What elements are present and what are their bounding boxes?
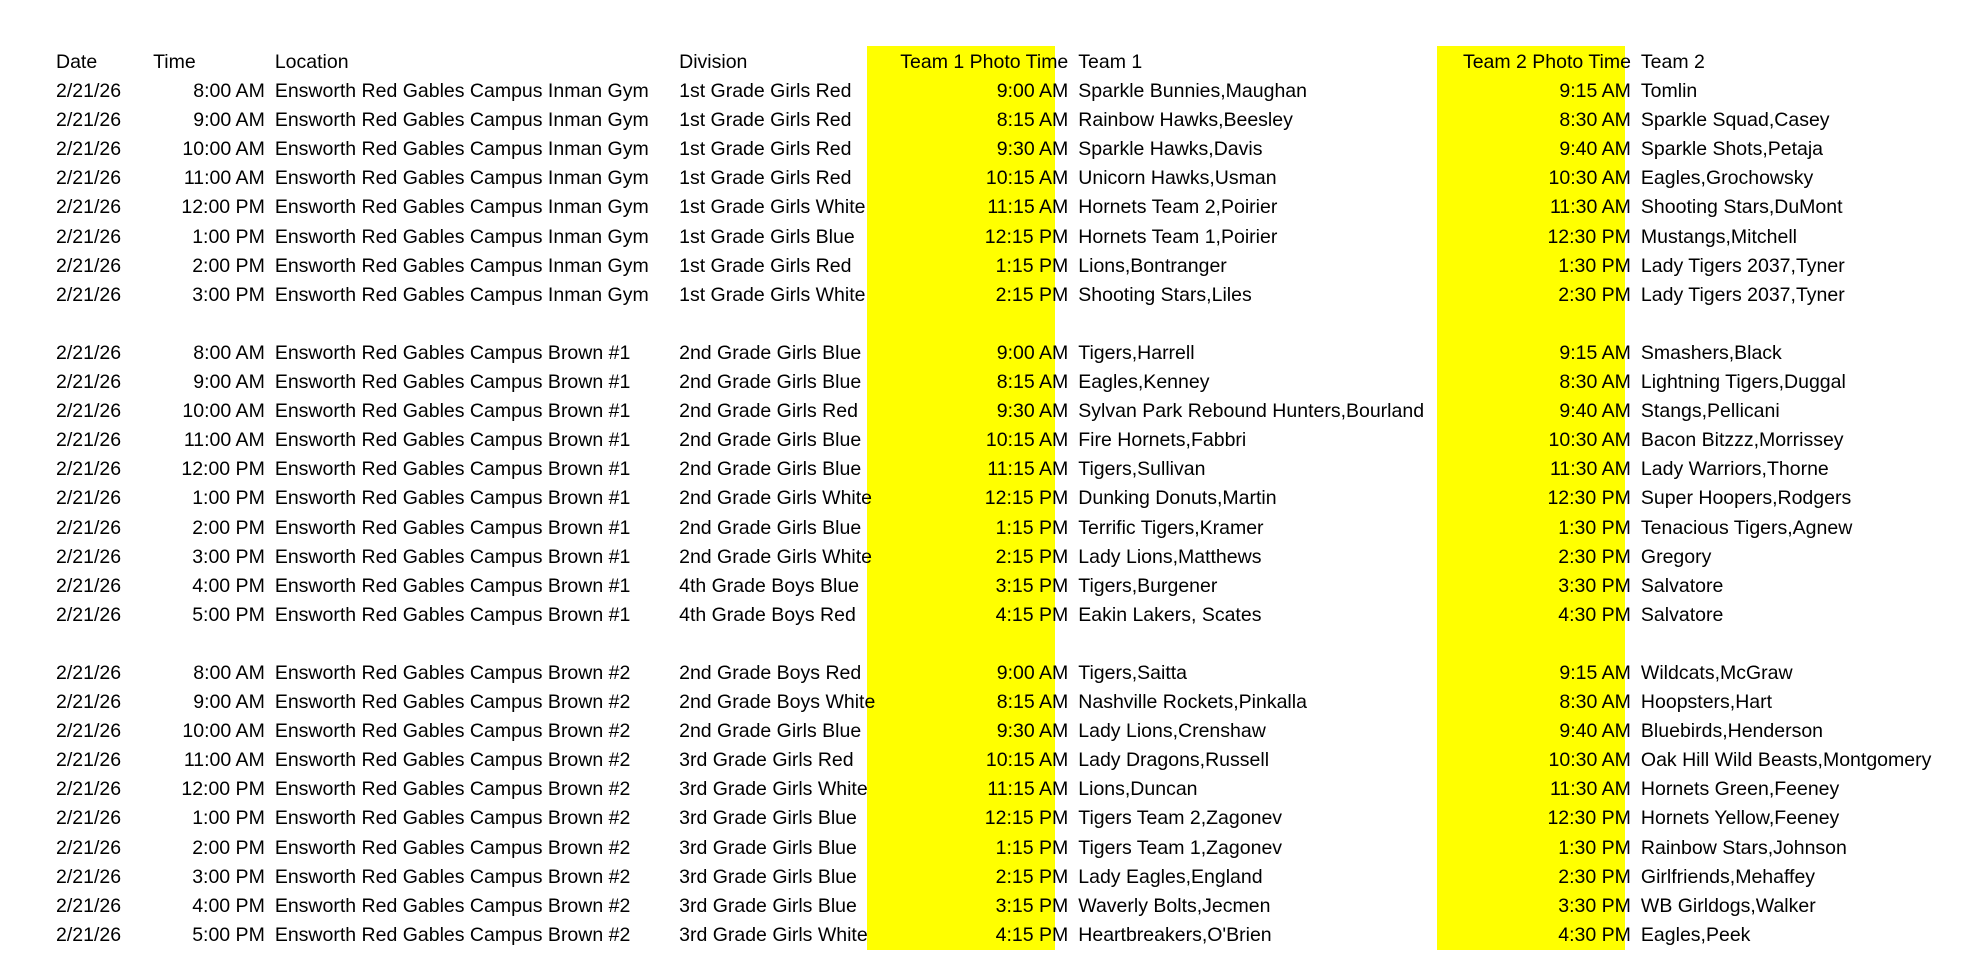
cell-division: 1st Grade Girls Red: [679, 254, 852, 277]
cell-team1-photo-time: 11:15 AM: [987, 458, 1069, 481]
cell-team2-photo-time: 9:15 AM: [1559, 341, 1631, 364]
cell-team2: Eagles,Peek: [1640, 923, 1751, 946]
cell-date: 2/21/26: [56, 283, 122, 306]
cell-location: Ensworth Red Gables Campus Inman Gym: [274, 283, 649, 306]
cell-team1-photo-time: 9:00 AM: [996, 341, 1069, 364]
cell-team1-photo-time: 9:30 AM: [996, 720, 1069, 743]
cell-team2: Bacon Bitzzz,Morrissey: [1640, 429, 1844, 452]
cell-team2-photo-time: 4:30 PM: [1558, 923, 1631, 946]
cell-team1: Waverly Bolts,Jecmen: [1078, 894, 1271, 917]
cell-team2-photo-time: 3:30 PM: [1558, 894, 1631, 917]
cell-location: Ensworth Red Gables Campus Brown #1: [274, 400, 631, 423]
cell-date: 2/21/26: [56, 923, 122, 946]
cell-team1: Tigers Team 1,Zagonev: [1078, 836, 1283, 859]
table-row: [0, 863, 1963, 892]
cell-division: 3rd Grade Girls White: [679, 923, 868, 946]
cell-team1-photo-time: 12:15 PM: [984, 487, 1069, 510]
table-row: [0, 193, 1963, 222]
cell-division: 2nd Grade Boys Red: [679, 661, 862, 684]
cell-time: 1:00 PM: [192, 487, 265, 510]
cell-date: 2/21/26: [56, 661, 122, 684]
cell-location: Ensworth Red Gables Campus Brown #1: [274, 341, 631, 364]
cell-team1: Heartbreakers,O'Brien: [1078, 923, 1272, 946]
cell-division: 2nd Grade Girls Blue: [679, 429, 862, 452]
cell-team2: Lady Tigers 2037,Tyner: [1640, 283, 1845, 306]
cell-team2-photo-time: 11:30 AM: [1549, 458, 1631, 481]
cell-division: 2nd Grade Girls Blue: [679, 341, 862, 364]
cell-location: Ensworth Red Gables Campus Brown #2: [274, 661, 631, 684]
cell-team2-photo-time: 9:15 AM: [1559, 661, 1631, 684]
cell-team1-photo-time: 4:15 PM: [995, 923, 1069, 946]
cell-team1-photo-time: 10:15 AM: [985, 167, 1069, 190]
cell-time: 4:00 PM: [192, 574, 265, 597]
cell-team2-photo-time: 9:40 AM: [1559, 720, 1631, 743]
cell-team2-photo-time: 2:30 PM: [1558, 545, 1631, 568]
cell-date: 2/21/26: [56, 865, 122, 888]
table-row: [0, 659, 1963, 688]
cell-team2: Wildcats,McGraw: [1640, 661, 1793, 684]
cell-location: Ensworth Red Gables Campus Inman Gym: [274, 80, 649, 103]
table-row: [0, 892, 1963, 921]
cell-team1-photo-time: 9:30 AM: [996, 400, 1069, 423]
table-row: [0, 688, 1963, 717]
cell-time: 3:00 PM: [192, 545, 265, 568]
cell-division: 2nd Grade Girls Blue: [679, 371, 862, 394]
cell-location: Ensworth Red Gables Campus Brown #2: [274, 836, 631, 859]
cell-team1: Lions,Duncan: [1078, 778, 1198, 801]
cell-team2: Tenacious Tigers,Agnew: [1640, 516, 1853, 539]
cell-team2: Hornets Green,Feeney: [1640, 778, 1840, 801]
cell-team2: Eagles,Grochowsky: [1640, 167, 1814, 190]
cell-location: Ensworth Red Gables Campus Brown #2: [274, 894, 631, 917]
cell-team1: Lady Eagles,England: [1078, 865, 1263, 888]
cell-team1: Lady Lions,Crenshaw: [1078, 720, 1266, 743]
cell-location: Ensworth Red Gables Campus Brown #2: [274, 691, 631, 714]
cell-team1: Shooting Stars,Liles: [1078, 283, 1252, 306]
cell-division: 1st Grade Girls White: [679, 196, 866, 219]
cell-division: 2nd Grade Girls Blue: [679, 720, 862, 743]
cell-time: 3:00 PM: [192, 283, 265, 306]
cell-team1-photo-time: 8:15 AM: [996, 691, 1069, 714]
cell-division: 3rd Grade Girls Blue: [679, 894, 857, 917]
cell-team2: Sparkle Squad,Casey: [1640, 109, 1830, 132]
cell-date: 2/21/26: [56, 749, 122, 772]
cell-location: Ensworth Red Gables Campus Inman Gym: [274, 254, 649, 277]
cell-team2-photo-time: 10:30 AM: [1548, 167, 1631, 190]
cell-time: 2:00 PM: [192, 516, 265, 539]
cell-team2-photo-time: 1:30 PM: [1558, 254, 1631, 277]
cell-team1: Nashville Rockets,Pinkalla: [1078, 691, 1307, 714]
cell-date: 2/21/26: [56, 225, 122, 248]
cell-time: 10:00 AM: [182, 400, 265, 423]
table-row: [0, 397, 1963, 426]
cell-team1: Tigers,Saitta: [1078, 661, 1188, 684]
cell-division: 3rd Grade Girls Red: [679, 749, 854, 772]
cell-team1-photo-time: 10:15 AM: [985, 749, 1069, 772]
cell-team2-photo-time: 12:30 PM: [1547, 807, 1631, 830]
table-row: [0, 252, 1963, 281]
cell-team2-photo-time: 3:30 PM: [1558, 574, 1631, 597]
cell-time: 8:00 AM: [193, 341, 265, 364]
table-row: [0, 601, 1963, 630]
cell-time: 12:00 PM: [181, 778, 265, 801]
cell-division: 3rd Grade Girls White: [679, 778, 868, 801]
cell-time: 2:00 PM: [192, 836, 265, 859]
cell-team2-photo-time: 11:30 AM: [1549, 196, 1631, 219]
cell-team1-photo-time: 2:15 PM: [995, 865, 1069, 888]
cell-location: Ensworth Red Gables Campus Brown #2: [274, 778, 631, 801]
cell-date: 2/21/26: [56, 574, 122, 597]
cell-division: 1st Grade Girls White: [679, 283, 866, 306]
header-team2-photo-time: Team 2 Photo Time: [1462, 51, 1631, 73]
cell-division: 1st Grade Girls Red: [679, 138, 852, 161]
cell-team2-photo-time: 8:30 AM: [1559, 371, 1631, 394]
cell-team2-photo-time: 8:30 AM: [1559, 691, 1631, 714]
cell-team1-photo-time: 1:15 PM: [995, 516, 1069, 539]
table-row: [0, 135, 1963, 164]
cell-team1-photo-time: 12:15 PM: [984, 225, 1069, 248]
cell-location: Ensworth Red Gables Campus Brown #1: [274, 603, 631, 626]
cell-location: Ensworth Red Gables Campus Brown #2: [274, 923, 631, 946]
table-row: [0, 164, 1963, 193]
cell-division: 1st Grade Girls Red: [679, 109, 852, 132]
cell-team2-photo-time: 1:30 PM: [1558, 516, 1631, 539]
cell-team2: Super Hoopers,Rodgers: [1640, 487, 1852, 510]
cell-time: 11:00 AM: [183, 429, 265, 452]
cell-date: 2/21/26: [56, 400, 122, 423]
cell-team1: Sparkle Hawks,Davis: [1078, 138, 1263, 161]
table-row: [0, 717, 1963, 746]
group-spacer-row: [0, 310, 1963, 339]
cell-location: Ensworth Red Gables Campus Brown #1: [274, 371, 631, 394]
spacer-cell: [0, 630, 1963, 659]
cell-team1: Tigers Team 2,Zagonev: [1078, 807, 1283, 830]
cell-date: 2/21/26: [56, 894, 122, 917]
cell-date: 2/21/26: [56, 138, 122, 161]
header-location: Location: [274, 51, 349, 73]
cell-team2: Sparkle Shots,Petaja: [1640, 138, 1824, 161]
cell-division: 3rd Grade Girls Blue: [679, 807, 857, 830]
spacer-cell: [0, 310, 1963, 339]
cell-team1-photo-time: 3:15 PM: [995, 574, 1069, 597]
cell-time: 10:00 AM: [182, 138, 265, 161]
cell-team2-photo-time: 2:30 PM: [1558, 283, 1631, 306]
cell-location: Ensworth Red Gables Campus Brown #1: [274, 545, 631, 568]
cell-team1-photo-time: 9:00 AM: [996, 661, 1069, 684]
cell-location: Ensworth Red Gables Campus Brown #1: [274, 487, 631, 510]
cell-date: 2/21/26: [56, 720, 122, 743]
cell-date: 2/21/26: [56, 109, 122, 132]
table-row: [0, 572, 1963, 601]
cell-date: 2/21/26: [56, 807, 122, 830]
cell-time: 12:00 PM: [181, 458, 265, 481]
cell-team2: Bluebirds,Henderson: [1640, 720, 1824, 743]
cell-team1: Rainbow Hawks,Beesley: [1078, 109, 1293, 132]
cell-team2-photo-time: 8:30 AM: [1559, 109, 1631, 132]
cell-time: 9:00 AM: [193, 371, 265, 394]
cell-team2: WB Girldogs,Walker: [1640, 894, 1816, 917]
cell-team1: Lions,Bontranger: [1078, 254, 1227, 277]
table-row: [0, 106, 1963, 135]
cell-date: 2/21/26: [56, 429, 122, 452]
cell-team1-photo-time: 9:00 AM: [996, 80, 1069, 103]
cell-date: 2/21/26: [56, 254, 122, 277]
cell-team2-photo-time: 10:30 AM: [1548, 429, 1631, 452]
table-row: [0, 834, 1963, 863]
cell-time: 11:00 AM: [183, 749, 265, 772]
cell-team2-photo-time: 4:30 PM: [1558, 603, 1631, 626]
cell-division: 2nd Grade Girls Blue: [679, 458, 862, 481]
table-row: [0, 77, 1963, 106]
cell-team1: Lady Dragons,Russell: [1078, 749, 1270, 772]
cell-team1-photo-time: 3:15 PM: [995, 894, 1069, 917]
cell-team1: Dunking Donuts,Martin: [1078, 487, 1277, 510]
cell-date: 2/21/26: [56, 603, 122, 626]
table-row: [0, 368, 1963, 397]
cell-location: Ensworth Red Gables Campus Brown #2: [274, 807, 631, 830]
cell-team1-photo-time: 10:15 AM: [985, 429, 1069, 452]
table-row: [0, 543, 1963, 572]
cell-team1: Terrific Tigers,Kramer: [1078, 516, 1264, 539]
header-row: [0, 48, 1963, 77]
cell-division: 4th Grade Boys Blue: [679, 574, 860, 597]
cell-team2-photo-time: 2:30 PM: [1558, 865, 1631, 888]
cell-team2-photo-time: 9:15 AM: [1559, 80, 1631, 103]
cell-team1-photo-time: 1:15 PM: [995, 836, 1069, 859]
group-spacer-row: [0, 630, 1963, 659]
cell-team2: Girlfriends,Mehaffey: [1640, 865, 1816, 888]
cell-time: 5:00 PM: [192, 923, 265, 946]
cell-team1-photo-time: 11:15 AM: [987, 196, 1069, 219]
header-team1: Team 1: [1078, 51, 1143, 73]
cell-division: 2nd Grade Boys White: [679, 691, 876, 714]
cell-division: 2nd Grade Girls Blue: [679, 516, 862, 539]
cell-team2: Smashers,Black: [1640, 341, 1782, 364]
table-row: [0, 921, 1963, 950]
cell-date: 2/21/26: [56, 196, 122, 219]
cell-location: Ensworth Red Gables Campus Brown #2: [274, 720, 631, 743]
cell-date: 2/21/26: [56, 487, 122, 510]
cell-division: 1st Grade Girls Red: [679, 167, 852, 190]
cell-team2: Shooting Stars,DuMont: [1640, 196, 1843, 219]
cell-team1: Lady Lions,Matthews: [1078, 545, 1262, 568]
cell-location: Ensworth Red Gables Campus Brown #1: [274, 458, 631, 481]
cell-team2-photo-time: 9:40 AM: [1559, 400, 1631, 423]
cell-time: 2:00 PM: [192, 254, 265, 277]
cell-team2: Stangs,Pellicani: [1640, 400, 1780, 423]
cell-date: 2/21/26: [56, 458, 122, 481]
cell-date: 2/21/26: [56, 545, 122, 568]
cell-location: Ensworth Red Gables Campus Inman Gym: [274, 109, 649, 132]
cell-time: 8:00 AM: [193, 661, 265, 684]
cell-division: 3rd Grade Girls Blue: [679, 836, 857, 859]
cell-date: 2/21/26: [56, 371, 122, 394]
cell-team2-photo-time: 1:30 PM: [1558, 836, 1631, 859]
cell-team2-photo-time: 12:30 PM: [1547, 225, 1631, 248]
cell-team2-photo-time: 12:30 PM: [1547, 487, 1631, 510]
cell-team1: Fire Hornets,Fabbri: [1078, 429, 1247, 452]
cell-team1-photo-time: 4:15 PM: [995, 603, 1069, 626]
cell-team2: Lightning Tigers,Duggal: [1640, 371, 1846, 394]
cell-division: 1st Grade Girls Blue: [679, 225, 855, 248]
table-row: [0, 804, 1963, 833]
cell-team2: Lady Tigers 2037,Tyner: [1640, 254, 1845, 277]
cell-team2-photo-time: 10:30 AM: [1548, 749, 1631, 772]
cell-time: 8:00 AM: [193, 80, 265, 103]
cell-team2: Hoopsters,Hart: [1640, 691, 1773, 714]
cell-time: 10:00 AM: [182, 720, 265, 743]
cell-team2: Salvatore: [1640, 574, 1724, 597]
cell-team2: Salvatore: [1640, 603, 1724, 626]
table-row: [0, 281, 1963, 310]
cell-location: Ensworth Red Gables Campus Inman Gym: [274, 138, 649, 161]
cell-location: Ensworth Red Gables Campus Brown #2: [274, 865, 631, 888]
cell-team1-photo-time: 8:15 AM: [996, 371, 1069, 394]
cell-team2: Lady Warriors,Thorne: [1640, 458, 1829, 481]
cell-division: 2nd Grade Girls White: [679, 545, 873, 568]
cell-team1: Sylvan Park Rebound Hunters,Bourland: [1078, 400, 1425, 423]
schedule-body: [0, 77, 1963, 950]
table-row: [0, 484, 1963, 513]
cell-division: 3rd Grade Girls Blue: [679, 865, 857, 888]
cell-team2: Oak Hill Wild Beasts,Montgomery: [1640, 749, 1932, 772]
cell-team1: Tigers,Harrell: [1078, 341, 1195, 364]
cell-team1-photo-time: 9:30 AM: [996, 138, 1069, 161]
cell-division: 1st Grade Girls Red: [679, 80, 852, 103]
cell-location: Ensworth Red Gables Campus Brown #1: [274, 574, 631, 597]
table-row: [0, 746, 1963, 775]
cell-team1: Tigers,Burgener: [1078, 574, 1218, 597]
cell-time: 11:00 AM: [183, 167, 265, 190]
header-team1-photo-time: Team 1 Photo Time: [900, 51, 1069, 73]
cell-time: 3:00 PM: [192, 865, 265, 888]
cell-team1: Eakin Lakers, Scates: [1078, 603, 1262, 626]
cell-division: 2nd Grade Girls White: [679, 487, 873, 510]
cell-team2: Rainbow Stars,Johnson: [1640, 836, 1847, 859]
cell-location: Ensworth Red Gables Campus Brown #1: [274, 516, 631, 539]
table-row: [0, 339, 1963, 368]
header-team2: Team 2: [1640, 51, 1705, 73]
cell-team2: Tomlin: [1640, 80, 1698, 103]
cell-location: Ensworth Red Gables Campus Brown #2: [274, 749, 631, 772]
cell-location: Ensworth Red Gables Campus Inman Gym: [274, 225, 649, 248]
cell-location: Ensworth Red Gables Campus Inman Gym: [274, 167, 649, 190]
cell-division: 2nd Grade Girls Red: [679, 400, 858, 423]
cell-team2: Hornets Yellow,Feeney: [1640, 807, 1840, 830]
cell-team2-photo-time: 11:30 AM: [1549, 778, 1631, 801]
cell-team1-photo-time: 12:15 PM: [984, 807, 1069, 830]
cell-team1-photo-time: 8:15 AM: [996, 109, 1069, 132]
cell-date: 2/21/26: [56, 836, 122, 859]
cell-time: 1:00 PM: [192, 225, 265, 248]
table-row: [0, 514, 1963, 543]
cell-time: 1:00 PM: [192, 807, 265, 830]
cell-team1-photo-time: 2:15 PM: [995, 545, 1069, 568]
cell-team1-photo-time: 1:15 PM: [995, 254, 1069, 277]
cell-team1: Sparkle Bunnies,Maughan: [1078, 80, 1308, 103]
cell-date: 2/21/26: [56, 341, 122, 364]
cell-team2: Mustangs,Mitchell: [1640, 225, 1797, 248]
cell-time: 5:00 PM: [192, 603, 265, 626]
cell-team1: Eagles,Kenney: [1078, 371, 1210, 394]
game-schedule-table: [0, 48, 1963, 950]
cell-time: 9:00 AM: [193, 691, 265, 714]
cell-division: 4th Grade Boys Red: [679, 603, 856, 626]
cell-team1: Unicorn Hawks,Usman: [1078, 167, 1277, 190]
cell-team1: Tigers,Sullivan: [1078, 458, 1206, 481]
cell-location: Ensworth Red Gables Campus Brown #1: [274, 429, 631, 452]
table-row: [0, 775, 1963, 804]
cell-team1-photo-time: 2:15 PM: [995, 283, 1069, 306]
cell-date: 2/21/26: [56, 167, 122, 190]
cell-date: 2/21/26: [56, 80, 122, 103]
cell-team1-photo-time: 11:15 AM: [987, 778, 1069, 801]
table-row: [0, 426, 1963, 455]
cell-location: Ensworth Red Gables Campus Inman Gym: [274, 196, 649, 219]
header-date: Date: [56, 51, 98, 73]
table-row: [0, 455, 1963, 484]
cell-team1: Hornets Team 1,Poirier: [1078, 225, 1278, 248]
cell-time: 12:00 PM: [181, 196, 265, 219]
cell-date: 2/21/26: [56, 691, 122, 714]
header-division: Division: [679, 51, 748, 73]
cell-time: 9:00 AM: [193, 109, 265, 132]
cell-date: 2/21/26: [56, 516, 122, 539]
cell-date: 2/21/26: [56, 778, 122, 801]
header-time: Time: [153, 51, 196, 73]
cell-team1: Hornets Team 2,Poirier: [1078, 196, 1278, 219]
cell-time: 4:00 PM: [192, 894, 265, 917]
table-row: [0, 223, 1963, 252]
cell-team2: Gregory: [1640, 545, 1712, 568]
cell-team2-photo-time: 9:40 AM: [1559, 138, 1631, 161]
